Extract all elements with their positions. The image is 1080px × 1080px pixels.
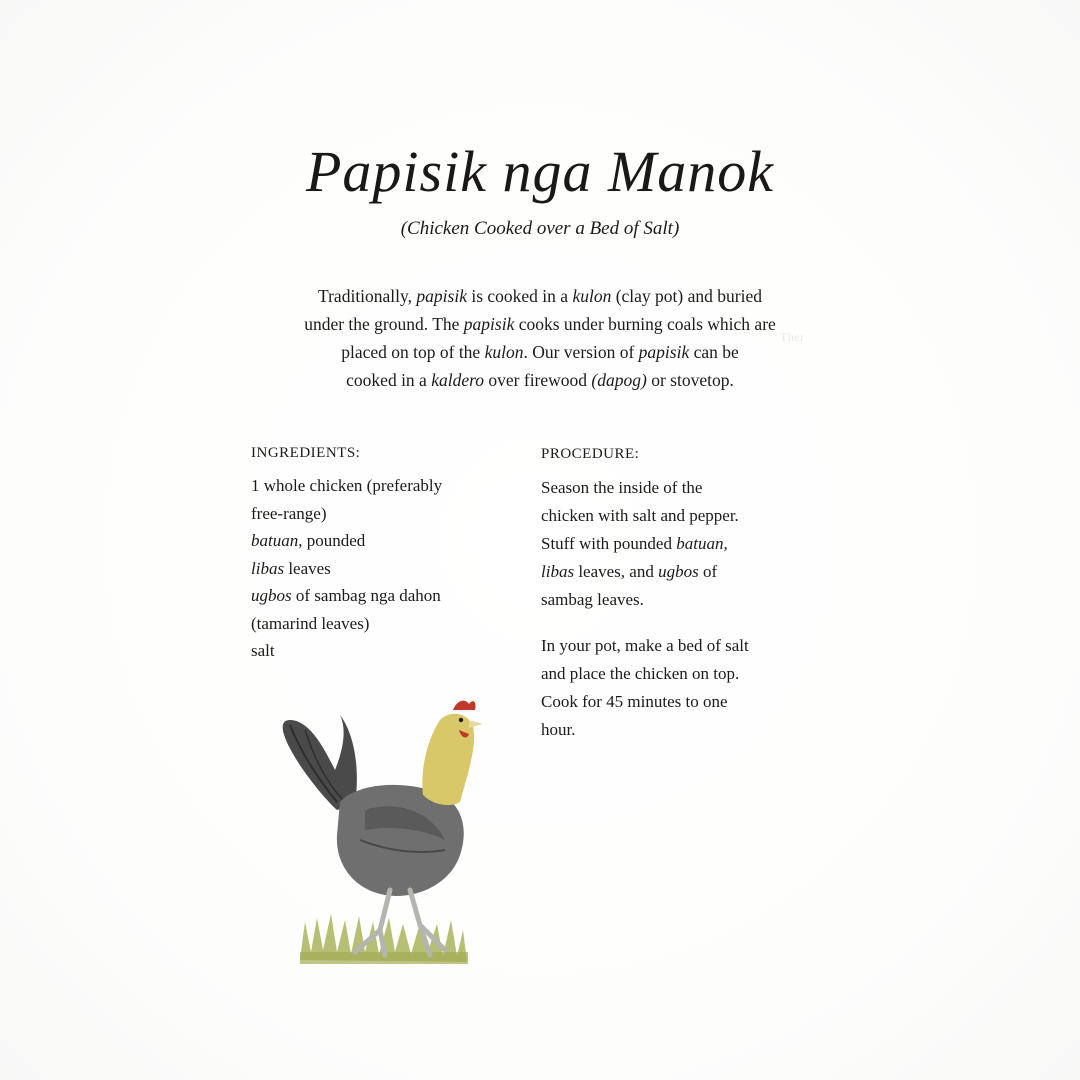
ingredient-item: (tamarind leaves)	[251, 613, 370, 633]
term: papisik	[463, 314, 515, 334]
term: papisik	[638, 342, 690, 362]
intro-line-1	[240, 282, 840, 310]
term: batuan,	[676, 534, 728, 553]
text: cooks under burning coals which are	[514, 314, 776, 334]
term: ugbos	[251, 586, 292, 605]
term: kaldero	[431, 370, 485, 390]
recipe-title: Papisik nga Manok	[305, 139, 775, 204]
term: kulon	[572, 286, 612, 306]
procedure-line: In your pot, make a bed of salt	[541, 636, 749, 655]
procedure-step-1	[541, 474, 801, 614]
text: leaves	[284, 558, 331, 578]
ingredient-item: 1 whole chicken (preferably	[251, 476, 443, 495]
ingredient-item: free-range)	[251, 503, 327, 523]
term: (dapog)	[591, 370, 647, 390]
procedure-heading: PROCEDURE:	[541, 446, 640, 462]
text: placed on top of the	[341, 342, 485, 362]
procedure-step-2	[541, 632, 801, 744]
term: libas	[541, 562, 575, 581]
term: libas	[251, 558, 285, 578]
procedure-steps	[541, 474, 801, 744]
intro-line-3	[240, 338, 840, 366]
text: cooked in a	[346, 370, 432, 390]
text: Traditionally,	[318, 286, 417, 306]
text: of sambag nga dahon	[291, 586, 441, 605]
text: , pounded	[298, 531, 366, 550]
neck-icon	[422, 714, 474, 805]
text: is cooked in a	[466, 286, 573, 306]
recipe-subtitle: (Chicken Cooked over a Bed of Salt)	[400, 218, 680, 239]
term: batuan	[251, 531, 299, 550]
term: papisik	[416, 286, 467, 306]
procedure-line	[541, 530, 801, 558]
procedure-line	[541, 558, 801, 586]
term: ugbos	[658, 562, 699, 581]
text: under the ground. The	[304, 314, 464, 334]
text: leaves, and	[574, 562, 659, 581]
ingredient-item	[251, 555, 511, 583]
procedure-line: chicken with salt and pepper.	[541, 506, 739, 525]
tail-icon	[283, 715, 357, 810]
procedure-line: sambag leaves.	[541, 590, 644, 609]
text: over firewood	[484, 370, 592, 390]
procedure-line: and place the chicken on top.	[541, 664, 740, 683]
intro-line-4	[240, 366, 840, 394]
text: or stovetop.	[646, 370, 734, 390]
text: can be	[689, 342, 739, 362]
term: kulon	[484, 342, 524, 362]
text: . Our version of	[523, 342, 639, 362]
chicken-illustration-icon	[255, 690, 515, 980]
text: (clay pot) and buried	[611, 286, 762, 306]
show-through-text: Ther	[780, 330, 805, 344]
ingredients-list	[251, 472, 511, 665]
text: Stuff with pounded	[541, 534, 677, 553]
ingredients-heading: INGREDIENTS:	[251, 445, 361, 461]
ingredient-item	[251, 582, 511, 610]
ingredient-item: salt	[251, 641, 275, 660]
procedure-line: hour.	[541, 720, 576, 739]
intro-line-2	[240, 310, 840, 338]
ingredient-item	[251, 527, 511, 555]
intro-paragraph	[240, 282, 840, 394]
procedure-line: Cook for 45 minutes to one	[541, 692, 728, 711]
text: of	[698, 562, 718, 581]
procedure-line: Season the inside of the	[541, 478, 703, 497]
